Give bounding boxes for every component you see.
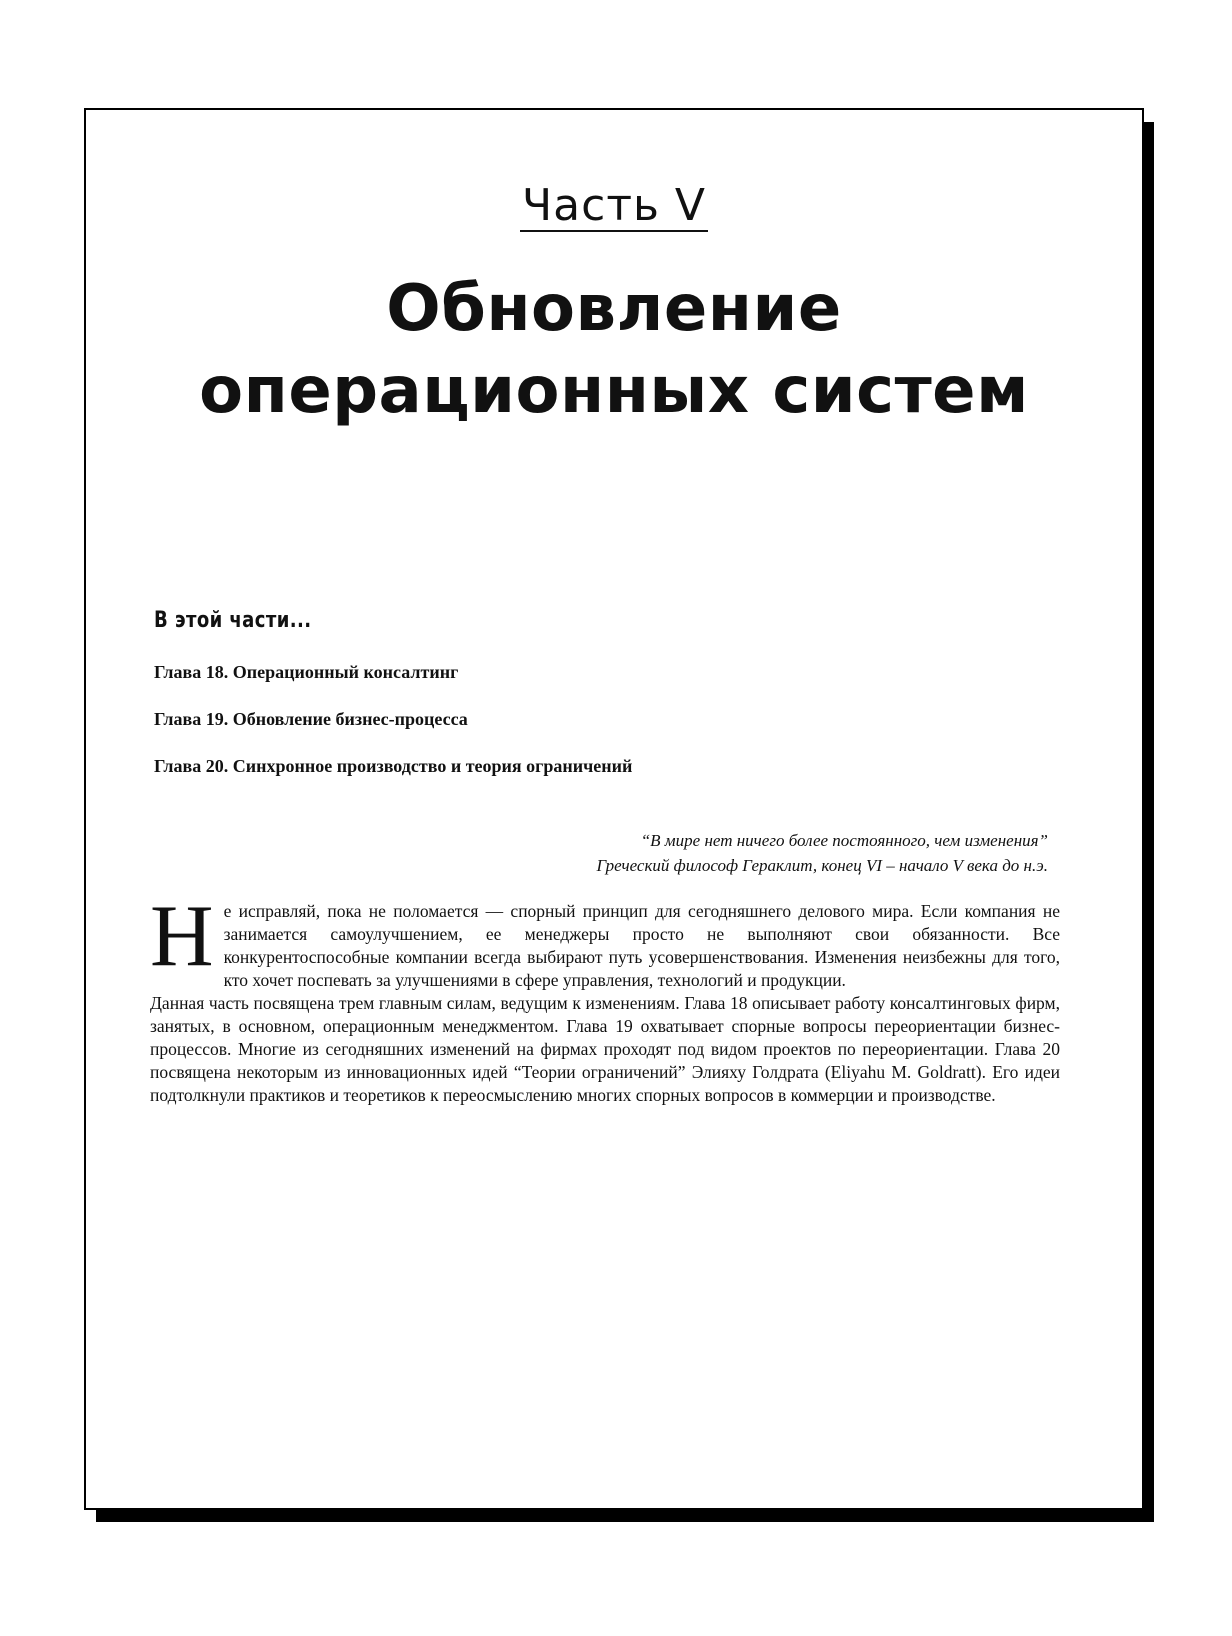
drop-cap: Н xyxy=(150,888,214,985)
chapter-item: Глава 18. Операционный консалтинг xyxy=(154,662,459,682)
chapter-item: Глава 20. Синхронное производство и теория ограничений xyxy=(154,756,633,776)
intro-paragraph-1-text: е исправляй, пока не поломается — спорный принцип для сегодняшнего делового мира. Если компания не занимается самоулучшением, ее менеджеры просто не выполняют свои обязанности. Все конкурентоспособные компании всегда выбирают путь усовершенствования. Изменения неизбежны для того, кто хочет поспевать за улучшениями в сфере управления, технологий и продукции. xyxy=(223,901,1060,990)
in-this-part-heading: В этой части... xyxy=(154,608,312,633)
page-frame xyxy=(84,108,1144,1510)
part-label xyxy=(86,180,1142,232)
epigraph xyxy=(596,828,1048,878)
part-title-line-1: Обновление xyxy=(386,272,842,346)
intro-paragraph-2: Данная часть посвящена трем главным силам, ведущим к изменениям. Глава 18 описывает работу консалтинговых фирм, занятых, в основном, операционным менеджментом. Глава 19 охватывает спорные вопросы переориентации бизнес-процессов. Многие из сегодняшних изменений на фирмах проходят под видом проектов по переориентации. Глава 20 посвящена некоторым из инновационных идей “Теории ограничений” Элияху Голдрата (Eliyahu M. Goldratt). Его идеи подтолкнули практиков и теоретиков к переосмыслению многих спорных вопросов в коммерции и производстве. xyxy=(150,993,1060,1105)
epigraph-quote: “В мире нет ничего более постоянного, чем изменения” xyxy=(640,831,1048,850)
chapter-item: Глава 19. Обновление бизнес-процесса xyxy=(154,709,468,729)
part-label-text: Часть V xyxy=(522,180,706,231)
chapter-list xyxy=(154,662,632,803)
part-title xyxy=(86,268,1142,432)
epigraph-attribution: Греческий философ Гераклит, конец VI – начало V века до н.э. xyxy=(596,856,1048,875)
intro-text xyxy=(150,888,1060,1107)
part-title-line-2: операционных систем xyxy=(199,354,1029,428)
intro-paragraph-1 xyxy=(150,888,1060,992)
